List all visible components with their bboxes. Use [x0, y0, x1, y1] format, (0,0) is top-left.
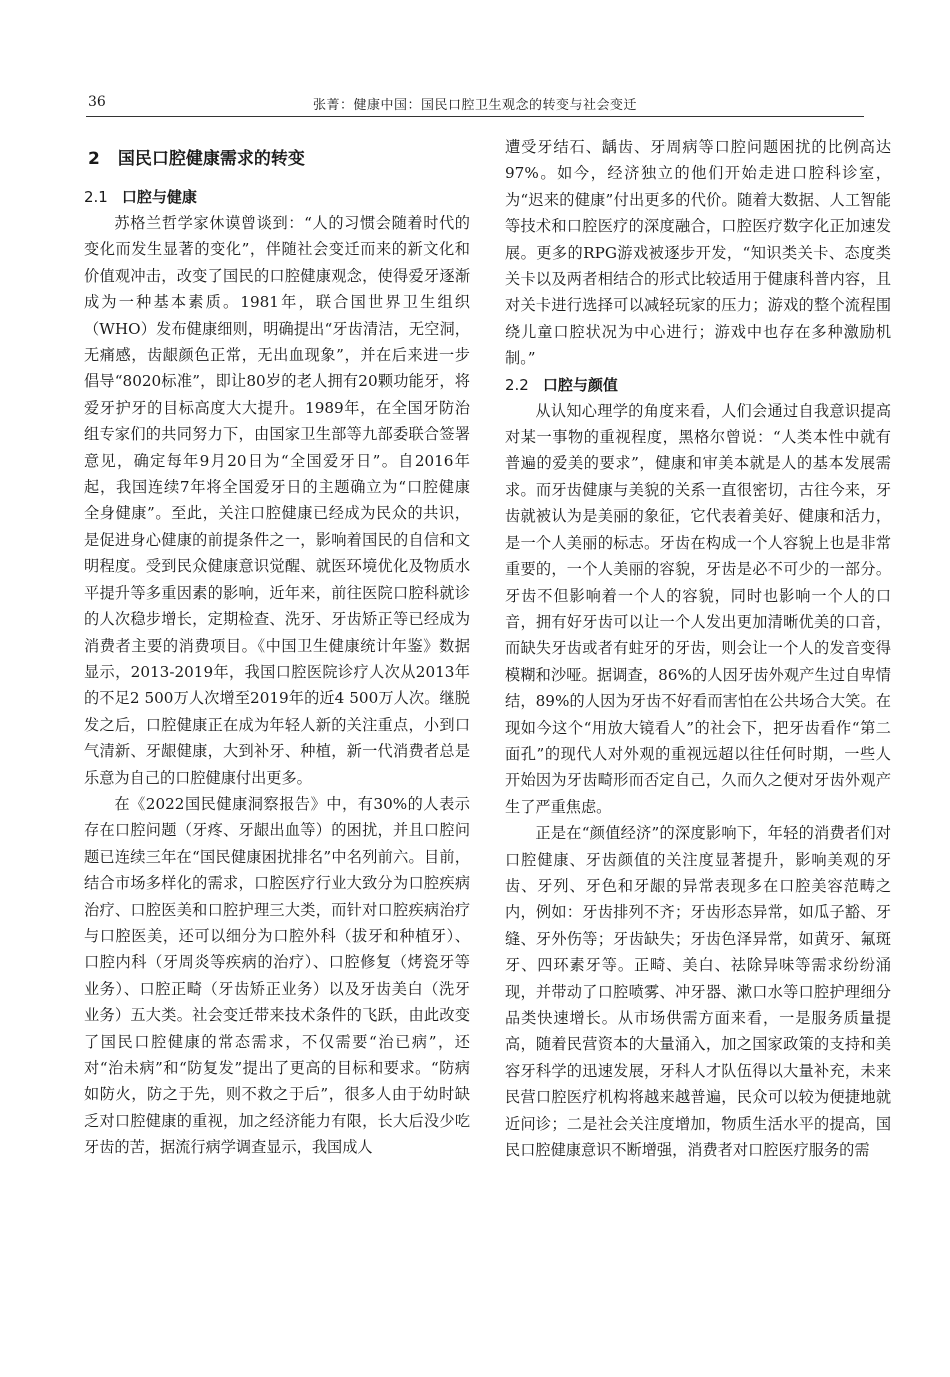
page-number: 36: [88, 94, 106, 110]
subsection-heading-2-1: [84, 184, 470, 210]
right-column: [505, 134, 891, 1163]
body-paragraph: 从认知心理学的角度来看，人们会通过自我意识提高对某一事物的重视程度，黑格尔曾说：“人类本性中就有普遍的爱美的要求”，健康和审美本就是人的基本发展需求。而牙齿健康与美貌的关系一直很密切，古往今来，牙齿就被认为是美丽的象征，它代表着美好、健康和活力，是一个人美丽的标志。牙齿在构成一个人容貌上也是非常重要的，一个人美丽的容貌，牙齿是必不可少的一部分。牙齿不但影响着一个人的容貌，同时也影响一个人的口音，拥有好牙齿可以让一个人发出更加清晰优美的口音，而缺失牙齿或者有蛀牙的牙齿，则会让一个人的发音变得模糊和沙哑。据调查，86%的人因牙齿外观产生过自卑情结，89%的人因为牙齿不好看而害怕在公共场合大笑。在现如今这个“用放大镜看人”的社会下，把牙齿看作“第二面孔”的现代人对外观的重视远超以往任何时期，一些人开始因为牙齿畸形而否定自己，久而久之便对牙齿外观产生了严重焦虑。: [505, 401, 891, 816]
page-header: [86, 92, 864, 117]
running-title: 张菁：健康中国：国民口腔卫生观念的转变与社会变迁: [312, 98, 637, 113]
subsection-number: 2.1: [84, 188, 108, 206]
subsection-title: 口腔与颜值: [542, 375, 618, 394]
subsection-number: 2.2: [505, 375, 529, 394]
subsection-heading-2-2: [505, 372, 891, 398]
body-paragraph: 苏格兰哲学家休谟曾谈到：“人的习惯会随着时代的变化而发生显著的变化”，伴随社会变迁而来的新文化和价值观冲击，改变了国民的口腔健康观念，使得爱牙逐渐成为一种基本素质。1981年，联合国世界卫生组织（WHO）发布健康细则，明确提出“牙齿清洁，无空洞，无痛感，齿龈颜色正常，无出血现象”，并在后来进一步倡导“8020标准”，即让80岁的老人拥有20颗功能牙，将爱牙护牙的目标高度大大提升。1989年，在全国牙防治组专家们的共同努力下，由国家卫生部等九部委联合签署意见，确定每年9月20日为“全国爱牙日”。自2016年起，我国连续7年将全国爱牙日的主题确立为“口腔健康 全身健康”。至此，关注口腔健康已经成为民众的共识，是促进身心健康的前提条件之一，影响着国民的自信和文明程度。受到民众健康意识觉醒、就医环境优化及物质水平提升等多重因素的影响，近年来，前往医院口腔科就诊的人次稳步增长，定期检查、洗牙、牙齿矫正等已经成为消费者主要的消费项目。《中国卫生健康统计年鉴》数据显示，2013-2019年，我国口腔医院诊疗人次从2013年的不足2 500万人次增至2019年的近4 500万人次。继脱发之后，口腔健康正在成为年轻人新的关注重点，小到口气清新、牙龈健康，大到补牙、种植，新一代消费者总是乐意为自己的口腔健康付出更多。: [84, 214, 470, 787]
subsection-title: 口腔与健康: [121, 188, 197, 206]
body-paragraph: 在《2022国民健康洞察报告》中，有30%的人表示存在口腔问题（牙疼、牙龈出血等）的困扰，并且口腔问题已连续三年在“国民健康困扰排名”中名列前六。目前，结合市场多样化的需求，口腔医疗行业大致分为口腔疾病治疗、口腔医美和口腔护理三大类，而针对口腔疾病治疗与口腔医美，还可以细分为口腔外科（拔牙和种植牙）、口腔内科（牙周炎等疾病的治疗）、口腔修复（烤瓷牙等业务）、口腔正畸（牙齿矫正业务）以及牙齿美白（洗牙业务）五大类。社会变迁带来技术条件的飞跃，由此改变了国民口腔健康的常态需求，不仅需要“治已病”，还对“治未病”和“防复发”提出了更高的目标和要求。“防病如防火，防之于先，则不救之于后”，很多人由于幼时缺乏对口腔健康的重视，加之经济能力有限，长大后没少吃牙齿的苦，据流行病学调查显示，我国成人: [84, 794, 470, 1157]
left-column: [84, 138, 470, 1161]
section-title: 国民口腔健康需求的转变: [117, 149, 305, 169]
section-heading: [88, 146, 470, 172]
section-number: 2: [88, 149, 100, 169]
body-paragraph-continued: 遭受牙结石、龋齿、牙周病等口腔问题困扰的比例高达97%。如今，经济独立的他们开始走进口腔科诊室，为“迟来的健康”付出更多的代价。随着大数据、人工智能等技术和口腔医疗的深度融合，口腔医疗数字化正加速发展。更多的RPG游戏被逐步开发，“知识类关卡、态度类关卡以及两者相结合的形式比较适用于健康科普内容，且对关卡进行选择可以减轻玩家的压力；游戏的整个流程围绕儿童口腔状况为中心进行；游戏中也存在多种激励机制。”: [505, 138, 891, 368]
body-paragraph: 正是在“颜值经济”的深度影响下，年轻的消费者们对口腔健康、牙齿颜值的关注度显著提升，影响美观的牙齿、牙列、牙色和牙龈的异常表现多在口腔美容范畴之内，例如：牙齿排列不齐；牙齿形态异常，如瓜子豁、牙缝、牙外伤等；牙齿缺失；牙齿色泽异常，如黄牙、氟斑牙、四环素牙等。正畸、美白、祛除异味等需求纷纷涌现，并带动了口腔喷雾、冲牙器、漱口水等口腔护理细分品类快速增长。从市场供需方面来看，一是服务质量提高，随着民营资本的大量涌入，加之国家政策的支持和美容牙科学的迅速发展，牙科人才队伍得以大量补充，未来民营口腔医疗机构将越来越普遍，民众可以较为便捷地就近问诊；二是社会关注度增加，物质生活水平的提高，国民口腔健康意识不断增强，消费者对口腔医疗服务的需: [505, 824, 891, 1160]
